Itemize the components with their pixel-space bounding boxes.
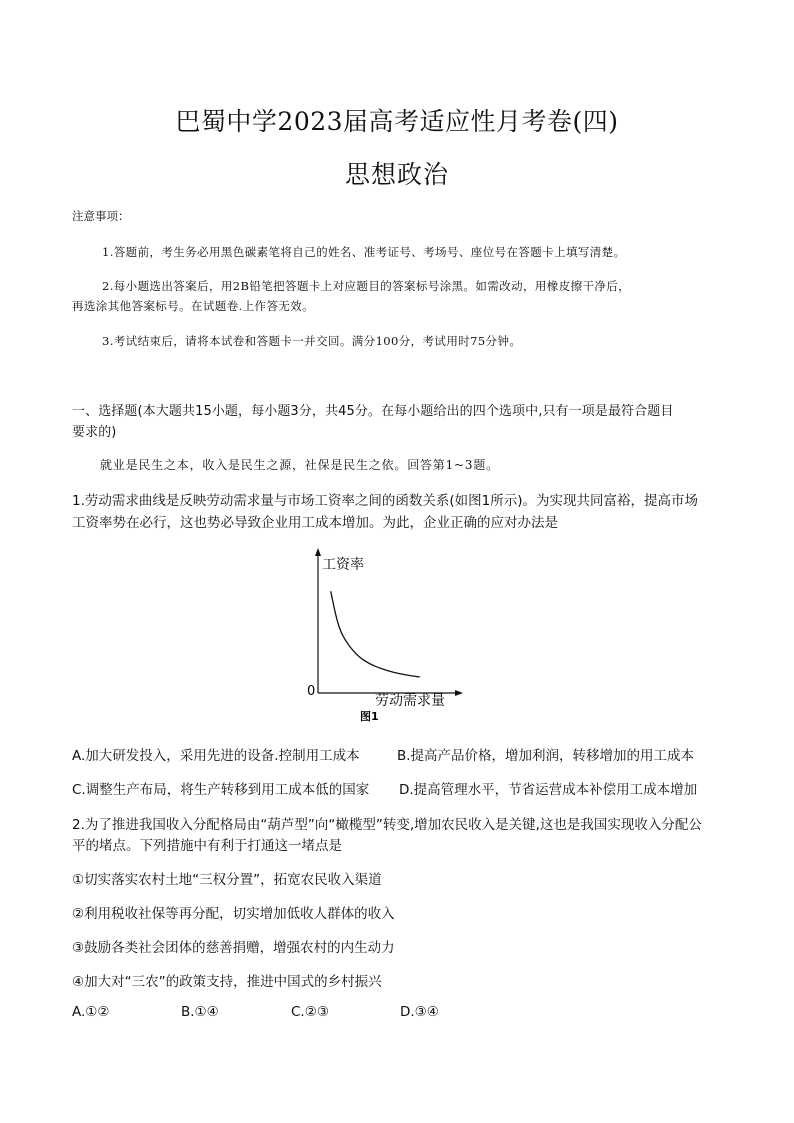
question-2-statement-4: ④加大对“三农”的政策支持，推进中国式的乡村振兴 — [72, 974, 382, 990]
question-1-option-b[interactable]: B.提高产品价格，增加利润，转移增加的用工成本 — [397, 748, 695, 764]
exam-title: 巴蜀中学2023届高考适应性月考卷(四) — [175, 107, 619, 136]
question-2-option-c[interactable]: C.②③ — [291, 1004, 329, 1020]
question-2-statement-3: ③鼓励各类社会团体的慈善捐赠，增强农村的内生动力 — [72, 940, 395, 956]
question-2-statement-1: ①切实落实农村土地“三权分置”，拓宽农民收入渠道 — [72, 872, 382, 888]
demand-curve — [331, 591, 420, 677]
question-1-option-d[interactable]: D.提高管理水平，节省运营成本补偿用工成本增加 — [399, 782, 698, 798]
question-1-option-c[interactable]: C.调整生产布局，将生产转移到用工成本低的国家 — [72, 782, 370, 798]
x-axis-label: 劳动需求量 — [375, 693, 445, 709]
question-2-stem-cont: 平的堵点。下列措施中有利于打通这一堵点是 — [72, 838, 342, 854]
question-2-statement-2: ②利用税收社保等再分配，切实增加低收人群体的收入 — [72, 906, 395, 922]
material-intro: 就业是民生之本，收入是民生之源，社保是民生之依。回答第1~3题。 — [100, 458, 499, 472]
origin-label: 0 — [307, 684, 316, 699]
section-heading: 一、选择题(本大题共15小题，每小题3分，共45分。在每小题给出的四个选项中,只有一项是最符合题目 — [72, 404, 674, 419]
y-axis-arrow — [315, 548, 321, 556]
question-2-option-b[interactable]: B.①④ — [181, 1004, 219, 1020]
question-2-stem: 2.为了推进我国收入分配格局由“葫芦型”向“橄榄型”转变,增加农民收入是关键,这也是我国实现收入分配公 — [72, 817, 702, 833]
question-2-option-a[interactable]: A.①② — [72, 1004, 110, 1020]
notice-heading: 注意事项： — [72, 209, 130, 223]
notice-item-2: 2.每小题选出答案后，用2B铅笔把答题卡上对应题目的答案标号涂黑。如需改动，用橡皮擦干净后， — [102, 279, 631, 293]
section-heading-cont: 要求的) — [72, 425, 117, 440]
question-1-option-a[interactable]: A.加大研发投入，采用先进的设备.控制用工成本 — [72, 748, 360, 764]
subject-title: 思想政治 — [344, 160, 449, 189]
notice-item-3: 3.考试结束后，请将本试卷和答题卡一并交回。满分100分，考试用时75分钟。 — [102, 334, 522, 348]
x-axis-arrow — [455, 690, 463, 696]
y-axis-label: 工资率 — [322, 557, 364, 573]
labor-demand-chart — [300, 545, 470, 725]
question-1-stem-cont: 工资率势在必行，这也势必导致企业用工成本增加。为此，企业正确的应对办法是 — [72, 515, 558, 531]
notice-item-1: 1.答题前，考生务必用黑色碳素笔将自己的姓名、准考证号、考场号、座位号在答题卡上填写清楚。 — [102, 245, 626, 259]
question-2-option-d[interactable]: D.③④ — [400, 1004, 439, 1020]
notice-item-2-cont: 再选涂其他答案标号。在试题卷.上作答无效。 — [72, 299, 315, 313]
question-1-stem: 1.劳动需求曲线是反映劳动需求量与市场工资率之间的函数关系(如图1所示)。为实现共同富裕，提高市场 — [72, 493, 699, 509]
figure-caption: 图1 — [360, 710, 379, 723]
